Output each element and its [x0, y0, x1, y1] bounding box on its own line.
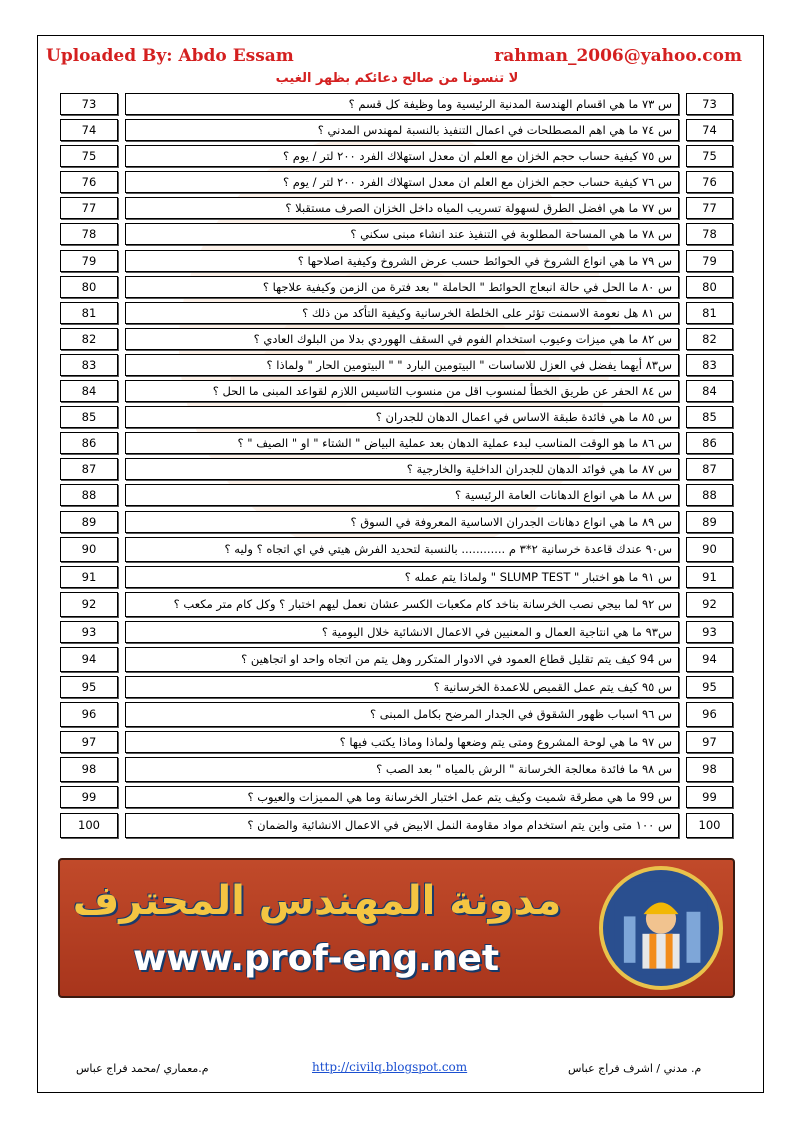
- question-text: س ٧٣ ما هي اقسام الهندسة المدنية الرئيسية وما وظيفة كل قسم ؟: [125, 93, 679, 115]
- question-text: س ٨٦ ما هو الوقت المناسب لبدء عملية الدهان بعد عملية البياض " الشتاء " او " الصيف " ؟: [125, 432, 679, 454]
- question-text: س 94 كيف يتم تقليل قطاع العمود في الادوار المتكرر وهل يتم من اتجاه واحد او اتجاهين ؟: [125, 647, 679, 672]
- row-number-left: 98: [60, 757, 118, 782]
- question-text: س ٩١ ما هو اختبار " SLUMP TEST " ولماذا يتم عمله ؟: [125, 566, 679, 588]
- row-number-right: 81: [686, 302, 733, 324]
- table-row: [60, 380, 733, 402]
- question-text: س ٧٨ ما هي المساحة المطلوبة في التنفيذ عند انشاء مبنى سكني ؟: [125, 223, 679, 245]
- row-number-left: 73: [60, 93, 118, 115]
- table-row: [60, 511, 733, 533]
- question-text: س٩٣ ما هي انتاجية العمال و المعنيين في الاعمال الانشائية خلال اليومية ؟: [125, 621, 679, 643]
- row-number-left: 84: [60, 380, 118, 402]
- row-number-right: 89: [686, 511, 733, 533]
- row-number-left: 75: [60, 145, 118, 167]
- dua-line: لا تنسونا من صالح دعائكم بظهر الغيب: [275, 71, 519, 86]
- table-row: [60, 432, 733, 454]
- row-number-left: 97: [60, 731, 118, 753]
- table-row: [60, 813, 733, 838]
- table-row: [60, 647, 733, 672]
- table-row: [60, 621, 733, 643]
- question-text: س ٨٤ الحفر عن طريق الخطأ لمنسوب اقل من منسوب التاسيس اللازم لقواعد المبنى ما الحل ؟: [125, 380, 679, 402]
- row-number-left: 92: [60, 592, 118, 617]
- row-number-right: 82: [686, 328, 733, 350]
- row-number-left: 100: [60, 813, 118, 838]
- question-text: س ٩٥ كيف يتم عمل القميص للاعمدة الخرسانية ؟: [125, 676, 679, 698]
- row-number-right: 85: [686, 406, 733, 428]
- engineer-logo-icon: [599, 866, 723, 990]
- row-number-right: 79: [686, 250, 733, 272]
- row-number-left: 80: [60, 276, 118, 298]
- question-text: س ٨٨ ما هي انواع الدهانات العامة الرئيسية ؟: [125, 484, 679, 506]
- table-row: [60, 702, 733, 727]
- row-number-right: 73: [686, 93, 733, 115]
- question-text: س ٧٥ كيفية حساب حجم الخزان مع العلم ان معدل استهلاك الفرد ٢٠٠ لتر / يوم ؟: [125, 145, 679, 167]
- table-row: [60, 757, 733, 782]
- table-row: [60, 145, 733, 167]
- email-address[interactable]: rahman_2006@yahoo.com: [494, 46, 742, 66]
- table-row: [60, 250, 733, 272]
- row-number-right: 91: [686, 566, 733, 588]
- row-number-left: 87: [60, 458, 118, 480]
- row-number-left: 93: [60, 621, 118, 643]
- table-row: [60, 406, 733, 428]
- row-number-right: 87: [686, 458, 733, 480]
- row-number-left: 95: [60, 676, 118, 698]
- row-number-left: 83: [60, 354, 118, 376]
- banner-title: مدونة المهندس المحترف: [72, 878, 562, 924]
- row-number-left: 94: [60, 647, 118, 672]
- question-text: س ١٠٠ متى واين يتم استخدام مواد مقاومة النمل الابيض في الاعمال الانشائية والضمان ؟: [125, 813, 679, 838]
- question-text: س ٧٤ ما هي اهم المصطلحات في اعمال التنفيذ بالنسبة لمهندس المدني ؟: [125, 119, 679, 141]
- row-number-right: 84: [686, 380, 733, 402]
- question-text: س ٩٨ ما فائدة معالجة الخرسانة " الرش بالمياه " بعد الصب ؟: [125, 757, 679, 782]
- row-number-right: 92: [686, 592, 733, 617]
- row-number-left: 78: [60, 223, 118, 245]
- footer-architect: م.معماري /محمد فراج عباس: [76, 1062, 209, 1075]
- question-text: س ٧٦ كيفية حساب حجم الخزان مع العلم ان معدل استهلاك الفرد ٢٠٠ لتر / يوم ؟: [125, 171, 679, 193]
- table-row: [60, 731, 733, 753]
- table-row: [60, 171, 733, 193]
- question-text: س ٩٧ ما هي لوحة المشروع ومتى يتم وضعها ولماذا وماذا يكتب فيها ؟: [125, 731, 679, 753]
- table-row: [60, 197, 733, 219]
- question-text: س ٨٥ ما هي فائدة طبقة الاساس في اعمال الدهان للجدران ؟: [125, 406, 679, 428]
- row-number-right: 97: [686, 731, 733, 753]
- table-row: [60, 458, 733, 480]
- row-number-right: 74: [686, 119, 733, 141]
- table-row: [60, 354, 733, 376]
- row-number-left: 82: [60, 328, 118, 350]
- table-row: [60, 93, 733, 115]
- row-number-right: 86: [686, 432, 733, 454]
- questions-table: [60, 93, 733, 842]
- row-number-left: 86: [60, 432, 118, 454]
- row-number-right: 98: [686, 757, 733, 782]
- table-row: [60, 484, 733, 506]
- question-text: س 99 ما هي مطرقة شميت وكيف يتم عمل اختبار الخرسانة وما هي المميزات والعيوب ؟: [125, 786, 679, 808]
- question-text: س ٨٢ ما هي ميزات وعيوب استخدام الفوم في السقف الهوردي بدلا من البلوك العادي ؟: [125, 328, 679, 350]
- row-number-right: 77: [686, 197, 733, 219]
- table-row: [60, 223, 733, 245]
- row-number-left: 74: [60, 119, 118, 141]
- table-row: [60, 592, 733, 617]
- row-number-right: 100: [686, 813, 733, 838]
- row-number-right: 94: [686, 647, 733, 672]
- table-row: [60, 786, 733, 808]
- row-number-left: 81: [60, 302, 118, 324]
- question-text: س ٨٧ ما هي فوائد الدهان للجدران الداخلية والخارجية ؟: [125, 458, 679, 480]
- question-text: س ٨٩ ما هي انواع دهانات الجدران الاساسية المعروفة في السوق ؟: [125, 511, 679, 533]
- table-row: [60, 537, 733, 562]
- row-number-right: 83: [686, 354, 733, 376]
- table-row: [60, 119, 733, 141]
- row-number-left: 79: [60, 250, 118, 272]
- row-number-right: 95: [686, 676, 733, 698]
- question-text: س ٩٦ اسباب ظهور الشقوق في الجدار المرضح بكامل المبنى ؟: [125, 702, 679, 727]
- question-text: س ٧٧ ما هي افضل الطرق لسهولة تسريب المياه داخل الخزان الصرف مستقبلا ؟: [125, 197, 679, 219]
- table-row: [60, 276, 733, 298]
- row-number-right: 93: [686, 621, 733, 643]
- table-row: [60, 302, 733, 324]
- question-text: س ٧٩ ما هي انواع الشروخ في الحوائط حسب عرض الشروخ وكيفية اصلاحها ؟: [125, 250, 679, 272]
- question-text: س٨٣ أيهما يفضل في العزل للاساسات " البيتومين البارد " " البيتومين الحار " ولماذا ؟: [125, 354, 679, 376]
- table-row: [60, 566, 733, 588]
- row-number-left: 88: [60, 484, 118, 506]
- uploader-credit: Uploaded By: Abdo Essam: [46, 46, 294, 66]
- question-text: س ٨٠ ما الحل في حالة انبعاج الحوائط " الحاملة " بعد فترة من الزمن وكيفية علاجها ؟: [125, 276, 679, 298]
- row-number-right: 76: [686, 171, 733, 193]
- row-number-left: 99: [60, 786, 118, 808]
- row-number-right: 88: [686, 484, 733, 506]
- row-number-right: 99: [686, 786, 733, 808]
- row-number-left: 76: [60, 171, 118, 193]
- footer-blog-link[interactable]: http://civilq.blogspot.com: [312, 1060, 468, 1074]
- row-number-right: 75: [686, 145, 733, 167]
- row-number-right: 80: [686, 276, 733, 298]
- row-number-left: 77: [60, 197, 118, 219]
- blog-banner[interactable]: [58, 858, 735, 998]
- row-number-left: 96: [60, 702, 118, 727]
- footer-civil-engineer: م. مدني / اشرف فراج عباس: [568, 1062, 702, 1075]
- table-row: [60, 676, 733, 698]
- row-number-left: 91: [60, 566, 118, 588]
- table-row: [60, 328, 733, 350]
- row-number-left: 89: [60, 511, 118, 533]
- row-number-right: 78: [686, 223, 733, 245]
- question-text: س٩٠ عندك قاعدة خرسانية ٢*٣ م ............ بالنسبة لتحديد الفرش هيتي في اي اتجاه ؟ وليه ؟: [125, 537, 679, 562]
- banner-url[interactable]: www.prof-eng.net: [132, 938, 500, 979]
- row-number-left: 90: [60, 537, 118, 562]
- question-text: س ٩٢ لما بيجي نصب الخرسانة بناخد كام مكعبات الكسر عشان نعمل ليهم اختبار ؟ وكل كام متر مكعب ؟: [125, 592, 679, 617]
- row-number-left: 85: [60, 406, 118, 428]
- question-text: س ٨١ هل نعومة الاسمنت تؤثر على الخلطة الخرسانية وكيفية التأكد من ذلك ؟: [125, 302, 679, 324]
- row-number-right: 90: [686, 537, 733, 562]
- row-number-right: 96: [686, 702, 733, 727]
